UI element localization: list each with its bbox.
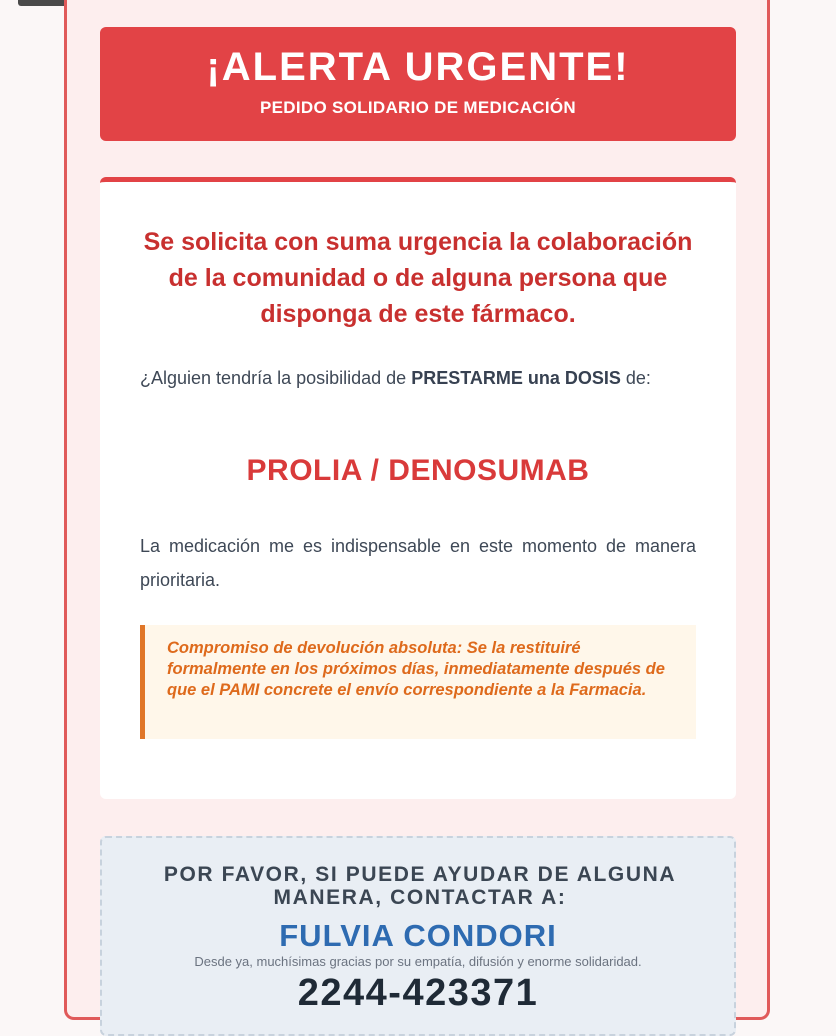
request-question [140,362,696,394]
alert-header [100,27,736,141]
alert-subtitle: PEDIDO SOLIDARIO DE MEDICACIÓN [260,98,576,117]
question-bold-text: PRESTARME una DOSIS [411,368,621,388]
request-headline: Se solicita con suma urgencia la colaboración de la comunidad o de alguna persona que disponga de este fármaco. [143,228,693,328]
question-text: ¿Alguien tendría la posibilidad de [140,368,412,388]
return-commitment: Compromiso de devolución absoluta: Se la restituiré formalmente en los próximos días, inmediatamente después de que el PAMI concrete el envío correspondiente a la Farmacia. [140,625,696,739]
thanks-text: Desde ya, muchísimas gracias por su empatía, difusión y enorme solidaridad. [194,954,642,969]
request-card [100,177,736,799]
contact-prompt: POR FAVOR, SI PUEDE AYUDAR DE ALGUNA MANERA, CONTACTAR A: [163,863,677,909]
need-paragraph: La medicación me es indispensable en este momento de manera prioritaria. [140,536,696,590]
contact-name: FULVIA CONDORI [279,918,557,953]
alert-title: ¡ALERTA URGENTE! [206,45,630,89]
question-end-text: de: [620,368,651,388]
contact-box [100,836,736,1036]
drug-name: PROLIA / DENOSUMAB [246,454,590,487]
phone-number[interactable]: 2244-423371 [297,972,539,1014]
